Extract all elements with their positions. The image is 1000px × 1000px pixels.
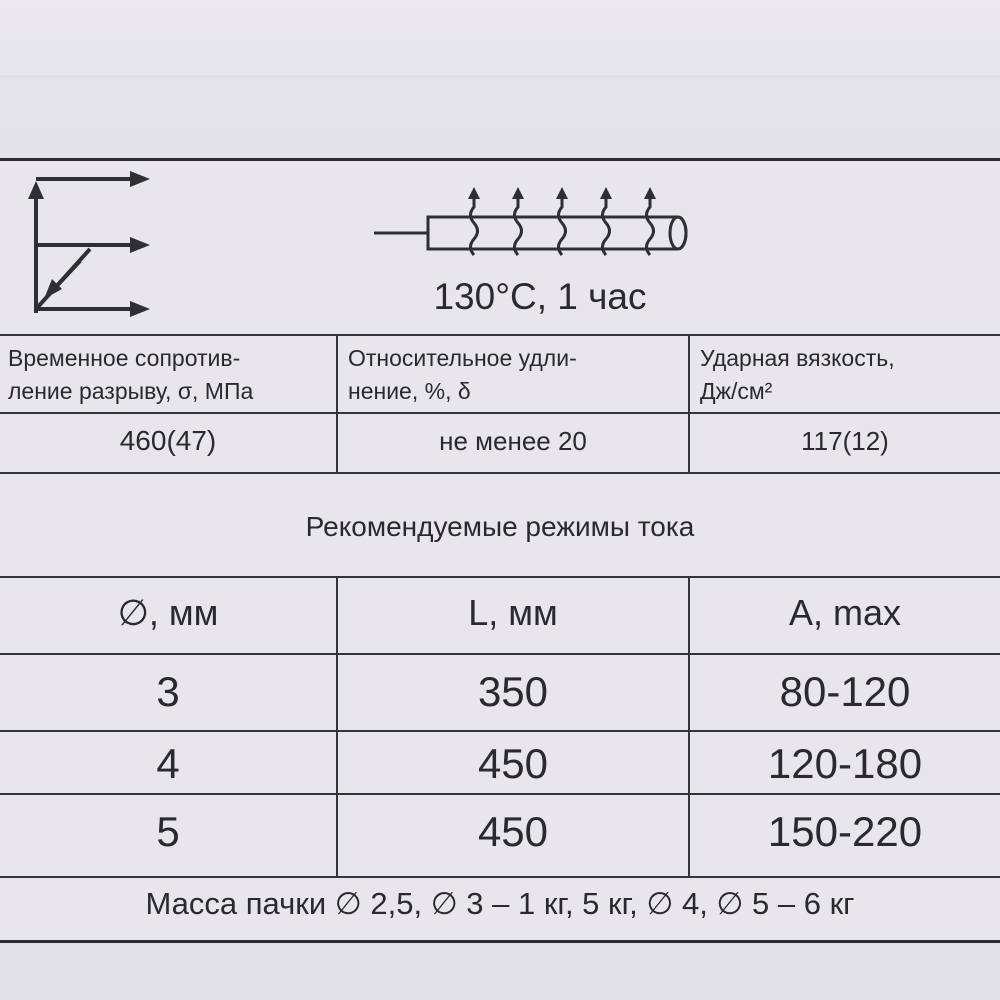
table-cell: 3 [156, 668, 180, 715]
header-tensile-line-1: Временное сопротив- [8, 345, 241, 371]
value-impact: 117(12) [801, 426, 889, 456]
electrode-drying-icon [370, 183, 700, 263]
header-impact-line-2: Дж/см² [700, 378, 773, 404]
footer-note: Масса пачки ∅ 2,5, ∅ 3 – 1 кг, 5 кг, ∅ 4, ∅ 5 – 6 кг [145, 886, 855, 921]
header-elongation-line-1: Относительное удли- [348, 345, 577, 371]
table-cell: 150-220 [767, 808, 923, 855]
table-cell: 80-120 [779, 668, 911, 715]
header-tensile-line-2: ление разрыву, σ, МПа [8, 378, 254, 404]
value-elongation: не менее 20 [439, 426, 587, 456]
divider [0, 334, 1000, 336]
welding-positions-icon [22, 161, 162, 321]
table-cell: 4 [156, 740, 180, 787]
divider [0, 653, 1000, 655]
table-cell: 350 [477, 668, 549, 715]
column-header-current: A, max [788, 592, 902, 633]
bottom-margin [0, 943, 1000, 1000]
drying-label: 130°C, 1 час [433, 276, 647, 317]
column-header-length: L, мм [468, 592, 558, 633]
divider [0, 730, 1000, 732]
divider [0, 576, 1000, 578]
divider [0, 793, 1000, 795]
top-margin [0, 0, 1000, 158]
column-header-diameter: ∅, мм [117, 592, 219, 633]
current-modes-title: Рекомендуемые режимы тока [305, 511, 695, 542]
value-tensile: 460(47) [119, 425, 217, 456]
electrode-spec-label [0, 158, 1000, 943]
table-cell: 450 [477, 808, 549, 855]
table-cell: 120-180 [767, 740, 923, 787]
divider [0, 412, 1000, 414]
table-cell: 5 [156, 808, 180, 855]
header-elongation-line-2: нение, %, δ [348, 378, 471, 404]
divider [0, 472, 1000, 474]
table-cell: 450 [477, 740, 549, 787]
header-impact-line-1: Ударная вязкость, [700, 345, 895, 371]
divider [0, 876, 1000, 878]
